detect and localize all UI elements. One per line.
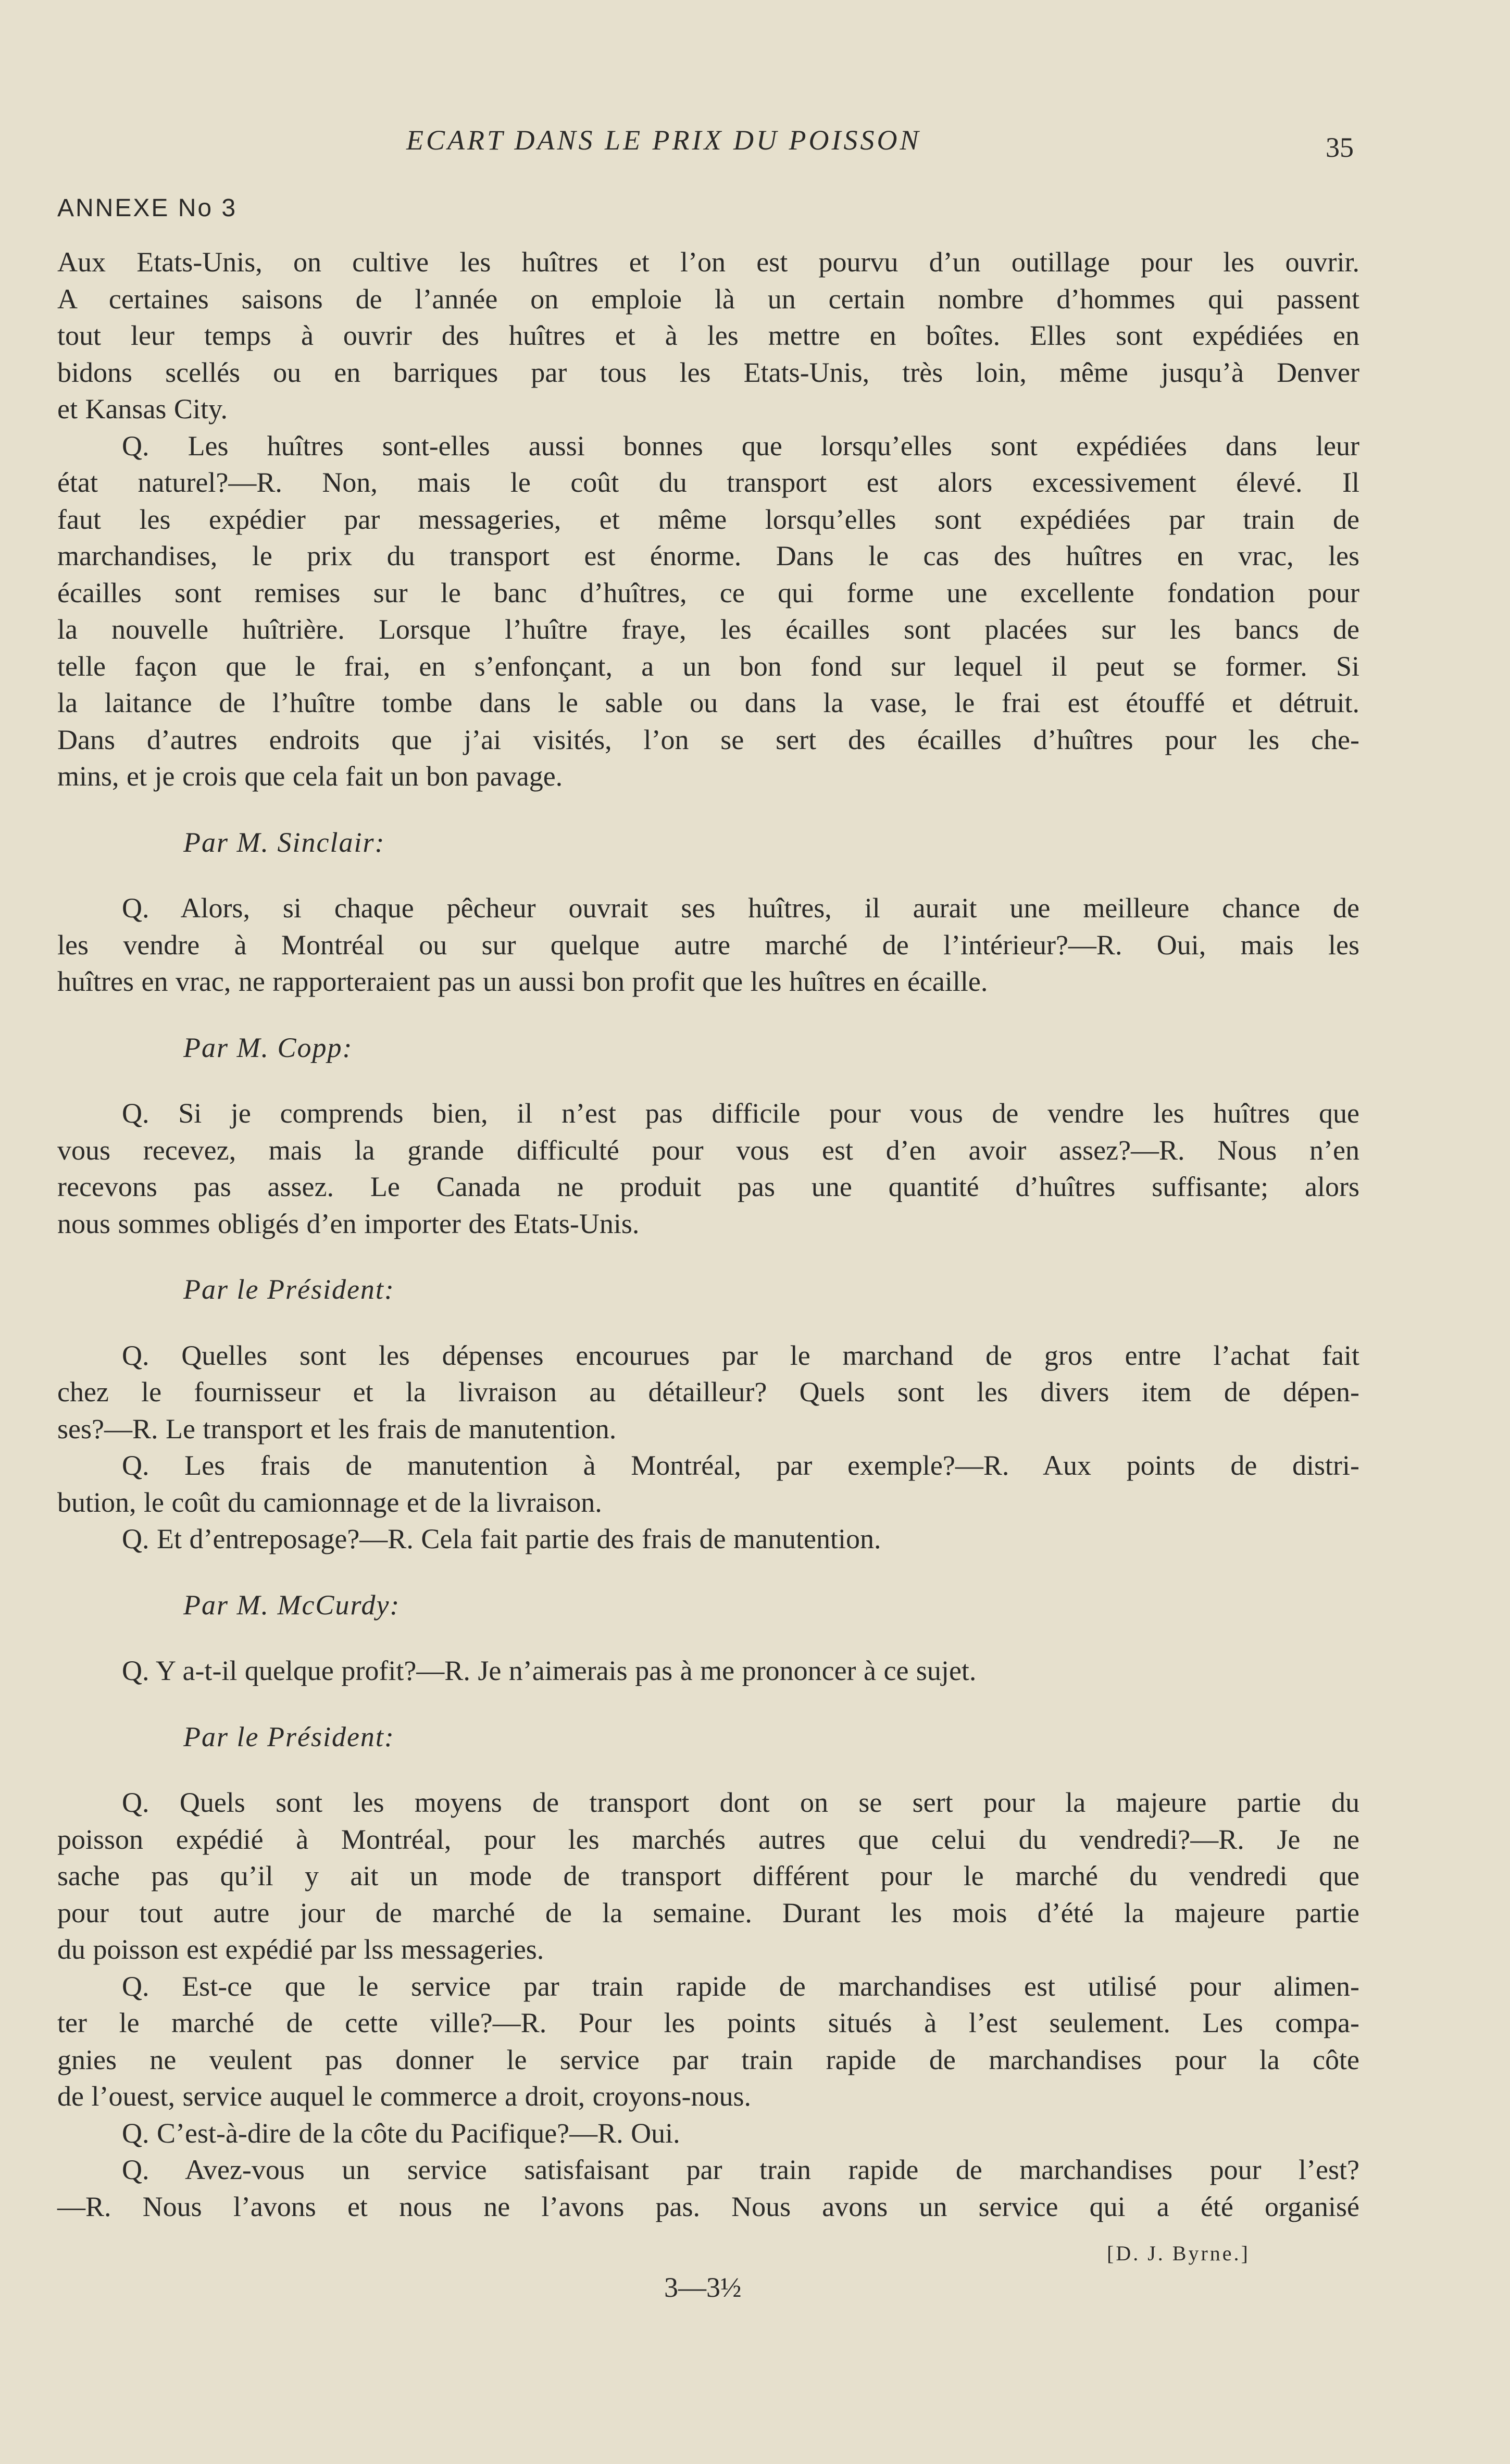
text-line: état naturel?—R. Non, mais le coût du transport est alors excessivement élevé. Il [57, 467, 1359, 498]
text-line: bidons scellés ou en barriques par tous les Etats-Unis, très loin, même jusqu’à Denver [57, 356, 1359, 388]
speaker-heading: Par M. McCurdy: [183, 1589, 401, 1621]
text-line: ses?—R. Le transport et les frais de manutention. [57, 1413, 617, 1445]
paragraph [57, 1447, 1359, 1521]
text-line: du poisson est expédié par lss messageries. [57, 1934, 544, 1965]
text-line: Dans d’autres endroits que j’ai visités, l’on se sert des écailles d’huîtres pour les che- [57, 724, 1359, 755]
paragraph [57, 1337, 1359, 1448]
text-line: et Kansas City. [57, 393, 228, 425]
paragraph [57, 244, 1359, 428]
text-line: poisson expédié à Montréal, pour les marchés autres que celui du vendredi?—R. Je ne [57, 1823, 1359, 1855]
paragraph [57, 1652, 1359, 1689]
text-line: recevons pas assez. Le Canada ne produit pas une quantité d’huîtres suffisante; alors [57, 1171, 1359, 1202]
paragraph [57, 2115, 1359, 2152]
speaker-heading: Par M. Sinclair: [183, 826, 385, 858]
text-line: Q. Alors, si chaque pêcheur ouvrait ses huîtres, il aurait une meilleure chance de [122, 892, 1359, 924]
text-line: de l’ouest, service auquel le commerce a droit, croyons-nous. [57, 2081, 752, 2112]
text-line: faut les expédier par messageries, et même lorsqu’elles sont expédiées par train de [57, 503, 1359, 535]
text-line: chez le fournisseur et la livraison au détailleur? Quels sont les divers item de dépen- [57, 1376, 1359, 1408]
running-title: ECART DANS LE PRIX DU POISSON [406, 125, 921, 156]
annex-label: ANNEXE No 3 [57, 194, 238, 222]
paragraph [57, 1095, 1359, 1242]
running-head [0, 124, 1510, 166]
text-line: Q. Quels sont les moyens de transport dont on se sert pour la majeure partie du [122, 1787, 1359, 1818]
text-line: Q. Quelles sont les dépenses encourues par le marchand de gros entre l’achat fait [122, 1339, 1359, 1371]
speaker-heading: Par le Président: [183, 1721, 395, 1752]
paragraph [57, 2151, 1359, 2225]
page-number: 35 [1326, 132, 1354, 163]
folio: 3—3½ [664, 2272, 742, 2303]
witness-signature: [D. J. Byrne.] [1107, 2242, 1250, 2265]
text-line: la nouvelle huîtrière. Lorsque l’huître fraye, les écailles sont placées sur les bancs de [57, 614, 1359, 645]
text-line: écailles sont remises sur le banc d’huîtres, ce qui forme une excellente fondation pour [57, 577, 1359, 608]
text-line: vous recevez, mais la grande difficulté pour vous est d’en avoir assez?—R. Nous n’en [57, 1134, 1359, 1166]
text-line: Aux Etats-Unis, on cultive les huîtres et l’on est pourvu d’un outillage pour les ouvrir. [57, 246, 1359, 278]
text-line: Q. Si je comprends bien, il n’est pas difficile pour vous de vendre les huîtres que [122, 1098, 1359, 1129]
text-line: la laitance de l’huître tombe dans le sable ou dans la vase, le frai est étouffé et détruit. [57, 687, 1359, 718]
speaker-heading: Par M. Copp: [183, 1031, 353, 1063]
text-line: Q. Les frais de manutention à Montréal, par exemple?—R. Aux points de distri- [122, 1450, 1359, 1481]
text-line: tout leur temps à ouvrir des huîtres et à les mettre en boîtes. Elles sont expédiées en [57, 320, 1359, 351]
document-body [57, 244, 1359, 2225]
text-line: nous sommes obligés d’en importer des Etats-Unis. [57, 1208, 640, 1239]
paragraph [57, 1521, 1359, 1558]
text-line: sache pas qu’il y ait un mode de transport différent pour le marché du vendredi que [57, 1860, 1359, 1891]
text-line: Q. Avez-vous un service satisfaisant par train rapide de marchandises pour l’est? [122, 2154, 1359, 2185]
text-line: Q. C’est-à-dire de la côte du Pacifique?—R. Oui. [122, 2117, 680, 2149]
paragraph [57, 1968, 1359, 2115]
paragraph [57, 1784, 1359, 1968]
text-line: huîtres en vrac, ne rapporteraient pas un aussi bon profit que les huîtres en écaille. [57, 966, 988, 997]
text-line: gnies ne veulent pas donner le service par train rapide de marchandises pour la côte [57, 2044, 1359, 2075]
text-line: telle façon que le frai, en s’enfonçant, a un bon fond sur lequel il peut se former. Si [57, 650, 1359, 682]
paragraph [57, 890, 1359, 1000]
paragraph [57, 428, 1359, 795]
text-line: ter le marché de cette ville?—R. Pour les points situés à l’est seulement. Les compa- [57, 2007, 1359, 2038]
text-line: Q. Y a-t-il quelque profit?—R. Je n’aimerais pas à me prononcer à ce sujet. [122, 1655, 977, 1686]
text-line: —R. Nous l’avons et nous ne l’avons pas. Nous avons un service qui a été organisé [57, 2191, 1359, 2222]
text-line: les vendre à Montréal ou sur quelque autre marché de l’intérieur?—R. Oui, mais les [57, 929, 1359, 961]
text-line: A certaines saisons de l’année on emploie là un certain nombre d’hommes qui passent [57, 283, 1359, 315]
text-line: Q. Les huîtres sont-elles aussi bonnes que lorsqu’elles sont expédiées dans leur [122, 430, 1359, 462]
speaker-heading: Par le Président: [183, 1274, 395, 1305]
text-line: mins, et je crois que cela fait un bon pavage. [57, 761, 563, 792]
text-line: Q. Et d’entreposage?—R. Cela fait partie des frais de manutention. [122, 1523, 881, 1554]
text-line: pour tout autre jour de marché de la semaine. Durant les mois d’été la majeure partie [57, 1897, 1359, 1928]
text-line: marchandises, le prix du transport est énorme. Dans le cas des huîtres en vrac, les [57, 540, 1359, 571]
text-line: Q. Est-ce que le service par train rapide de marchandises est utilisé pour alimen- [122, 1970, 1359, 2002]
text-line: bution, le coût du camionnage et de la livraison. [57, 1486, 602, 1518]
